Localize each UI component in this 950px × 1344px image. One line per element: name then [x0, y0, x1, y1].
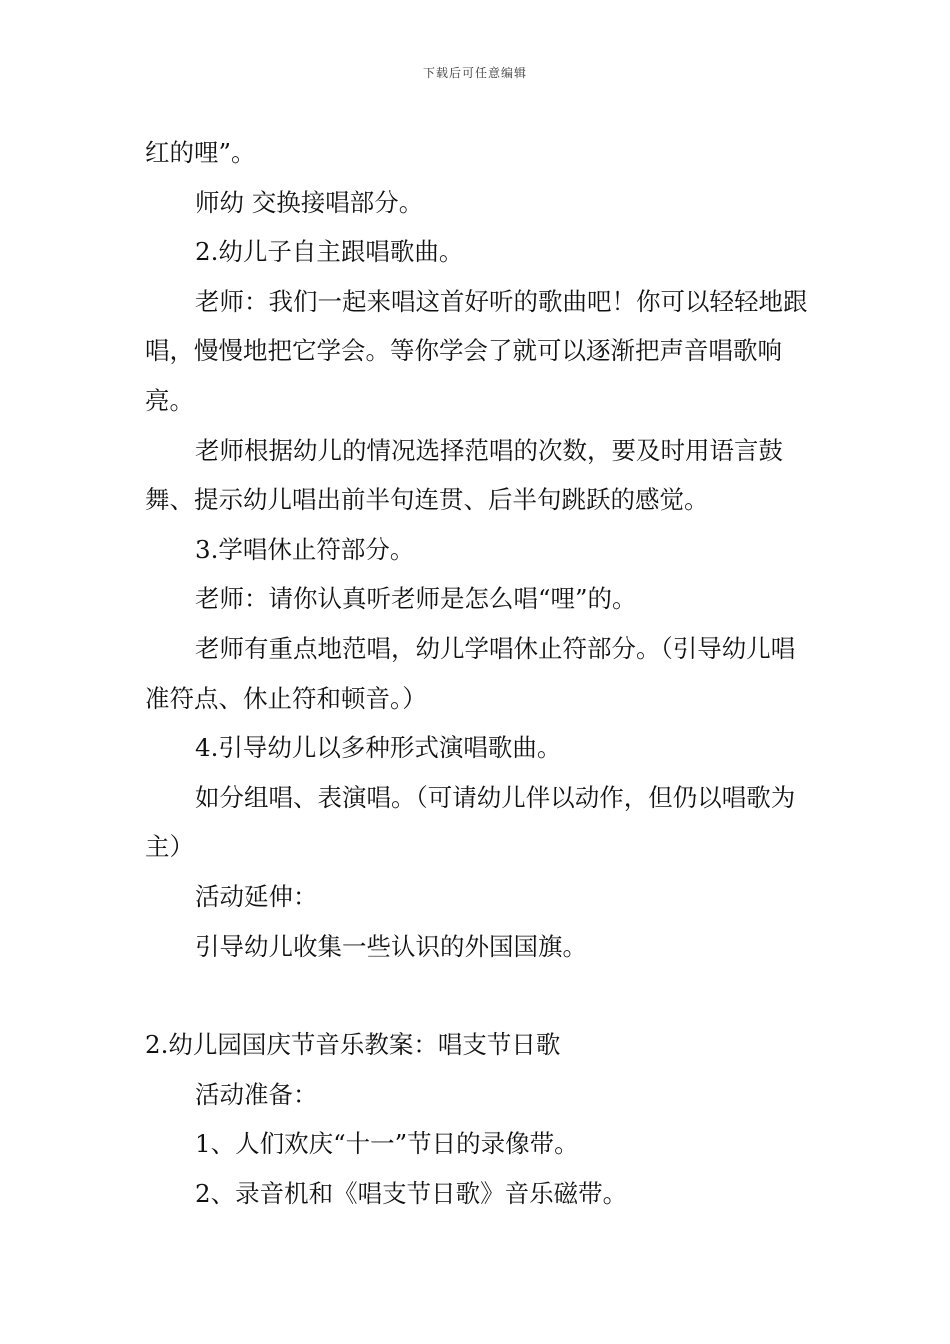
paragraph: 老师根据幼儿的情况选择范唱的次数，要及时用语言鼓舞、提示幼儿唱出前半句连贯、后半句跳跃的感觉。 — [145, 435, 783, 515]
list-item: 2、录音机和《唱支节日歌》音乐磁带。 — [195, 1178, 628, 1208]
paragraph: 引导幼儿收集一些认识的外国国旗。 — [195, 931, 587, 961]
paragraph: 师幼 交换接唱部分。 — [195, 187, 424, 217]
paragraph-step: 2.幼儿子自主跟唱歌曲。 — [195, 237, 464, 267]
paragraph-continuation: 红的哩”。 — [145, 138, 256, 167]
section-label: 活动准备： — [195, 1079, 318, 1109]
page-header: 下载后可任意编辑 — [422, 66, 527, 80]
paragraph: 如分组唱、表演唱。（可请幼儿伴以动作，但仍以唱歌为主） — [145, 782, 796, 862]
blank-line — [145, 971, 810, 1020]
paragraph: 老师：我们一起来唱这首好听的歌曲吧！你可以轻轻地跟唱，慢慢地把它学会。等你学会了就可以逐渐把声音唱歌响亮。 — [145, 286, 808, 415]
paragraph-step: 4.引导幼儿以多种形式演唱歌曲。 — [195, 733, 562, 763]
paragraph-step: 3.学唱休止符部分。 — [195, 534, 415, 564]
list-item: 1、人们欢庆“十一”节日的录像带。 — [195, 1129, 579, 1159]
paragraph: 老师有重点地范唱，幼儿学唱休止符部分。（引导幼儿唱准符点、休止符和顿音。） — [145, 633, 796, 713]
paragraph: 老师：请你认真听老师是怎么唱“哩”的。 — [195, 584, 637, 614]
document-body — [145, 128, 810, 1218]
section-heading: 2.幼儿园国庆节音乐教案：唱支节日歌 — [145, 1030, 561, 1060]
section-label: 活动延伸： — [195, 881, 318, 911]
